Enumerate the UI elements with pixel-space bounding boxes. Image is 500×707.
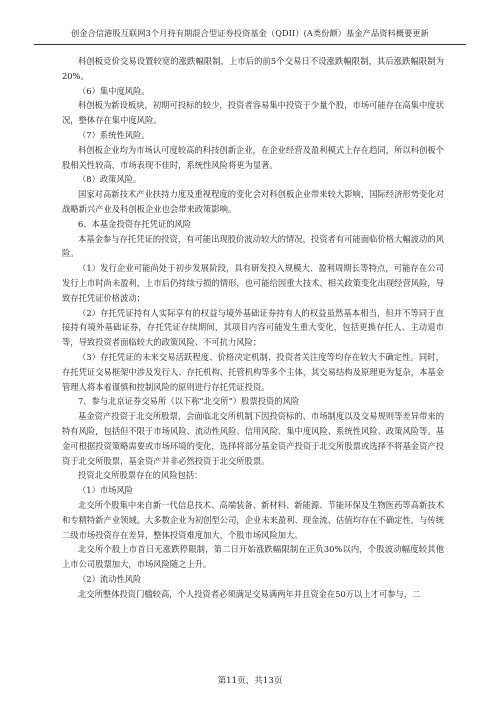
section-heading: （8）政策风险。 — [78, 174, 142, 185]
paragraph: （3）存托凭证的未来交易活跃程度、价格决定机制、投资者关注度等均存在较大不确定性。同时，存托凭证交易框架中涉及发行人、存托机构、托管机构等多个主体，其交易结构及原理更为复杂，本基金管理人将本着谨慎和控制风险的原则进行存托凭证投资。 — [62, 351, 444, 392]
section-heading: （2）流动性风险 — [78, 573, 142, 584]
header-divider — [34, 44, 466, 45]
paragraph: 科创板为新设板块，初期可投标的较少，投资者容易集中投资于少量个股，市场可能存在高集中度状况，整体存在集中度风险。 — [62, 100, 444, 126]
page-number: 第11页，共13页 — [217, 676, 283, 686]
paragraph: 北交所个股集中来自新一代信息技术、高端装备、新材料、新能源、节能环保及生物医药等高新技术和专精特新产业领域。大多数企业为初创型公司，企业未来盈利、现金流、估值均存在不确定性，与传统二级市场投资存在差异，整体投资难度加大，个股市场风险加大。 — [62, 499, 444, 540]
paragraph: 北交所整体投资门槛较高，个人投资者必须满足交易满两年并且资金在50万以上才可参与，二 — [78, 588, 421, 599]
section-heading: （1）市场风险 — [78, 485, 134, 496]
paragraph: （2）存托凭证持有人实际享有的权益与境外基础证券持有人的权益虽然基本相当，但并不等同于直接持有境外基础证券，存托凭证存续期间，其项目内容可能发生重大变化，包括更换存托人、主动退市等，导致投资者面临较大的政策风险、不可抗力风险； — [62, 307, 444, 348]
paragraph: 本基金参与存托凭证的投资，有可能出现股价波动较大的情况，投资者有可能面临价格大幅波动的风险。 — [62, 233, 444, 259]
document-body — [62, 54, 444, 601]
paragraph: 基金资产投资于北交所股票，会面临北交所机制下因投资标的、市场制度以及交易规则等差异带来的特有风险，包括但不限于市场风险、流动性风险、信用风险、集中度风险、系统性风险、政策风险等。基金可根据投资策略需要或市场环境的变化，选择将部分基金资产投资于北交所股票或选择不将基金资产投资于北交所股票，基金资产并非必然投资于北交所股票。 — [62, 411, 444, 466]
section-heading: （6）集中度风险。 — [78, 85, 150, 96]
section-heading: 6、本基金投资存托凭证的风险 — [78, 218, 192, 229]
section-heading: 7、参与北京证券交易所（以下称“北交所”）股票投资的风险 — [78, 396, 300, 407]
paragraph: 投资北交所股票存在的风险包括： — [78, 470, 203, 481]
paragraph: 科创板企业均为市场认可度较高的科技创新企业，在企业经营及盈利模式上存在趋同，所以科创板个股相关性较高，市场表现不佳时，系统性风险将更为显著。 — [62, 144, 444, 170]
paragraph: 北交所个股上市首日无涨跌停限制，第二日开始涨跌幅限制在正负30%以内，个股波动幅度较其他上市公司股票加大，市场风险随之上升。 — [62, 544, 444, 570]
paragraph: （1）发行企业可能尚处于初步发展阶段，具有研发投入规模大、盈利周期长等特点，可能存在公司发行上市时尚未盈利，上市后仍持续亏损的情形，也可能给因重大技术、相关政策变化出现经营风险，导致存托凭证价格波动； — [62, 263, 444, 303]
paragraph: 科创板竞价交易设置较宽的涨跌幅限制，上市后的前5个交易日不设涨跌幅限制，其后涨跌幅限制为20%。 — [62, 56, 444, 81]
paragraph: 国家对高新技术产业扶持力度及重视程度的变化会对科创板企业带来较大影响，国际经济形势变化对战略新兴产业及科创板企业也会带来政策影响。 — [62, 189, 444, 214]
section-heading: （7）系统性风险。 — [78, 129, 150, 140]
page-header: 创金合信港股互联网3个月持有期混合型证券投资基金（QDII）(A类份额）基金产品资料概要更新 — [71, 28, 429, 38]
